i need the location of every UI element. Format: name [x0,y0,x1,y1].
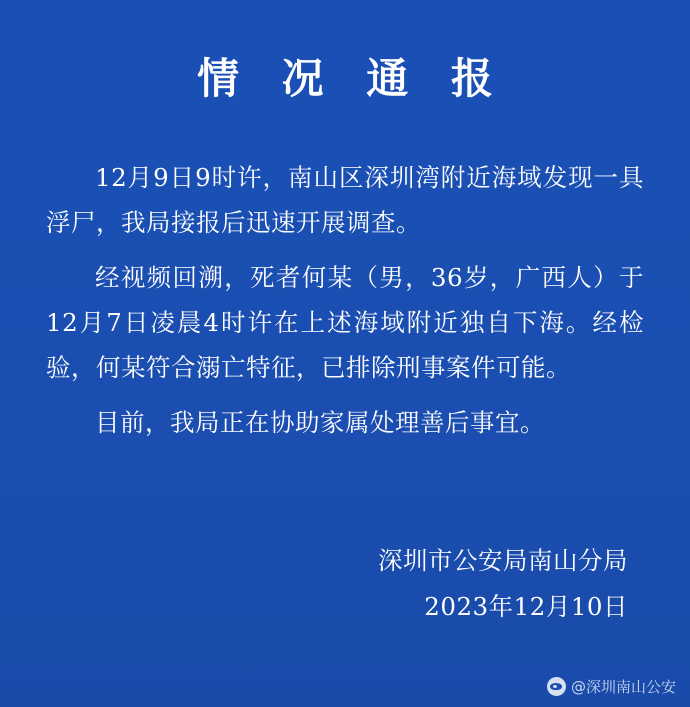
watermark [547,676,676,697]
signature-issuer: 深圳市公安局南山分局 [378,546,628,576]
weibo-icon [547,677,566,696]
page-title: 情 况 通 报 [197,54,507,103]
notice-body [46,156,644,445]
paragraph: 目前，我局正在协助家属处理善后事宜。 [95,407,545,437]
paragraph: 12月9日9时许，南山区深圳湾附近海域发现一具浮尸，我局接报后迅速开展调查。 [46,163,644,238]
signature-block [378,538,628,629]
paragraph: 经视频回溯，死者何某（男，36岁，广西人）于12月7日凌晨4时许在上述海域附近独自下海。经检验，何某符合溺亡特征，已排除刑事案件可能。 [46,263,644,382]
signature-date: 2023年12月10日 [424,591,628,621]
watermark-handle: @深圳南山公安 [570,678,676,696]
